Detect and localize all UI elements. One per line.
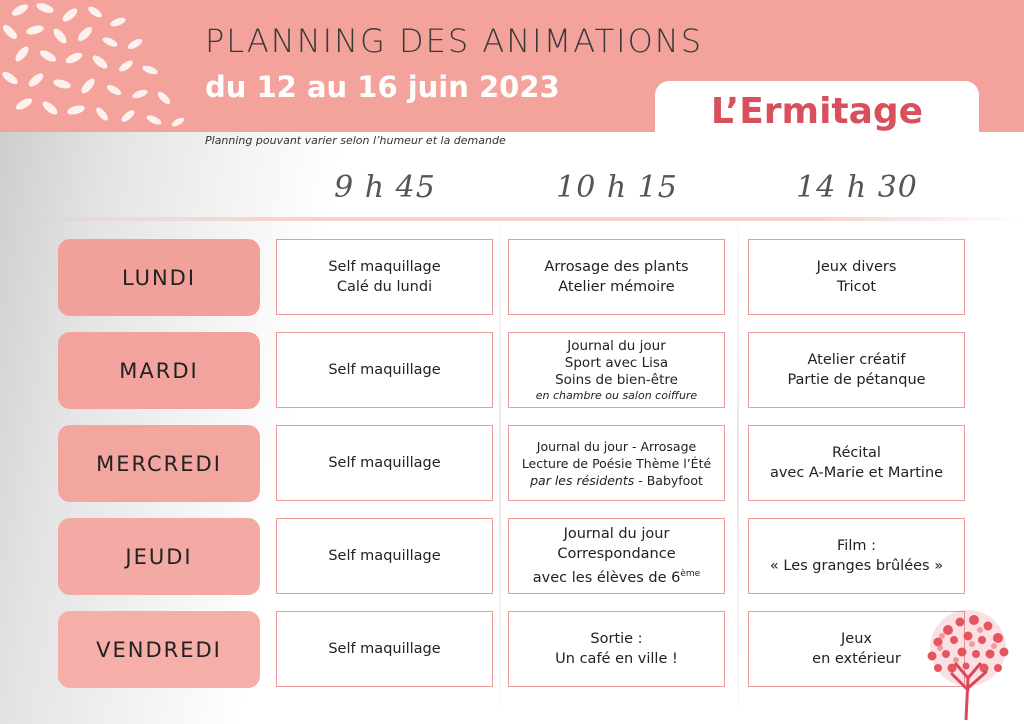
time-header-1: 9 h 45 <box>334 170 436 205</box>
activity-cell: Journal du jour Correspondance avec les élèves de 6ème <box>508 518 725 594</box>
activity-cell: Self maquillage <box>276 518 493 594</box>
activity-cell: Sortie : Un café en ville ! <box>508 611 725 687</box>
day-label-vendredi: VENDREDI <box>58 611 260 688</box>
disclaimer-note: Planning pouvant varier selon l’humeur et la demande <box>205 134 506 147</box>
day-label-mardi: MARDI <box>58 332 260 409</box>
header-banner <box>0 0 1024 132</box>
activity-cell: Film : « Les granges brûlées » <box>748 518 965 594</box>
header-divider <box>0 217 1024 221</box>
venue-name: L’Ermitage <box>710 91 924 132</box>
activity-cell: Récital avec A-Marie et Martine <box>748 425 965 501</box>
venue-badge <box>655 81 979 147</box>
activity-cell: Jeux divers Tricot <box>748 239 965 315</box>
tree-icon <box>918 608 1018 720</box>
activity-cell: Journal du jour Sport avec Lisa Soins de bien-être en chambre ou salon coiffure <box>508 332 725 408</box>
day-label-mercredi: MERCREDI <box>58 425 260 502</box>
activity-cell: Jeux en extérieur <box>748 611 965 687</box>
activity-cell: Self maquillage <box>276 425 493 501</box>
activity-cell: Self maquillage <box>276 332 493 408</box>
activity-cell: Self maquillage <box>276 611 493 687</box>
activity-cell: Self maquillage Calé du lundi <box>276 239 493 315</box>
leaf-cluster-icon <box>0 0 200 132</box>
day-label-lundi: LUNDI <box>58 239 260 316</box>
column-separator <box>499 225 501 705</box>
time-header-3: 14 h 30 <box>796 170 918 205</box>
date-range: du 12 au 16 juin 2023 <box>205 70 560 104</box>
page-title: PLANNING DES ANIMATIONS <box>205 22 704 60</box>
activity-cell: Arrosage des plants Atelier mémoire <box>508 239 725 315</box>
activity-cell: Atelier créatif Partie de pétanque <box>748 332 965 408</box>
time-header-2: 10 h 15 <box>556 170 678 205</box>
activity-cell: Journal du jour - Arrosage Lecture de Poésie Thème l’Été par les résidents - Babyfoot <box>508 425 725 501</box>
day-label-jeudi: JEUDI <box>58 518 260 595</box>
column-separator <box>737 225 739 705</box>
